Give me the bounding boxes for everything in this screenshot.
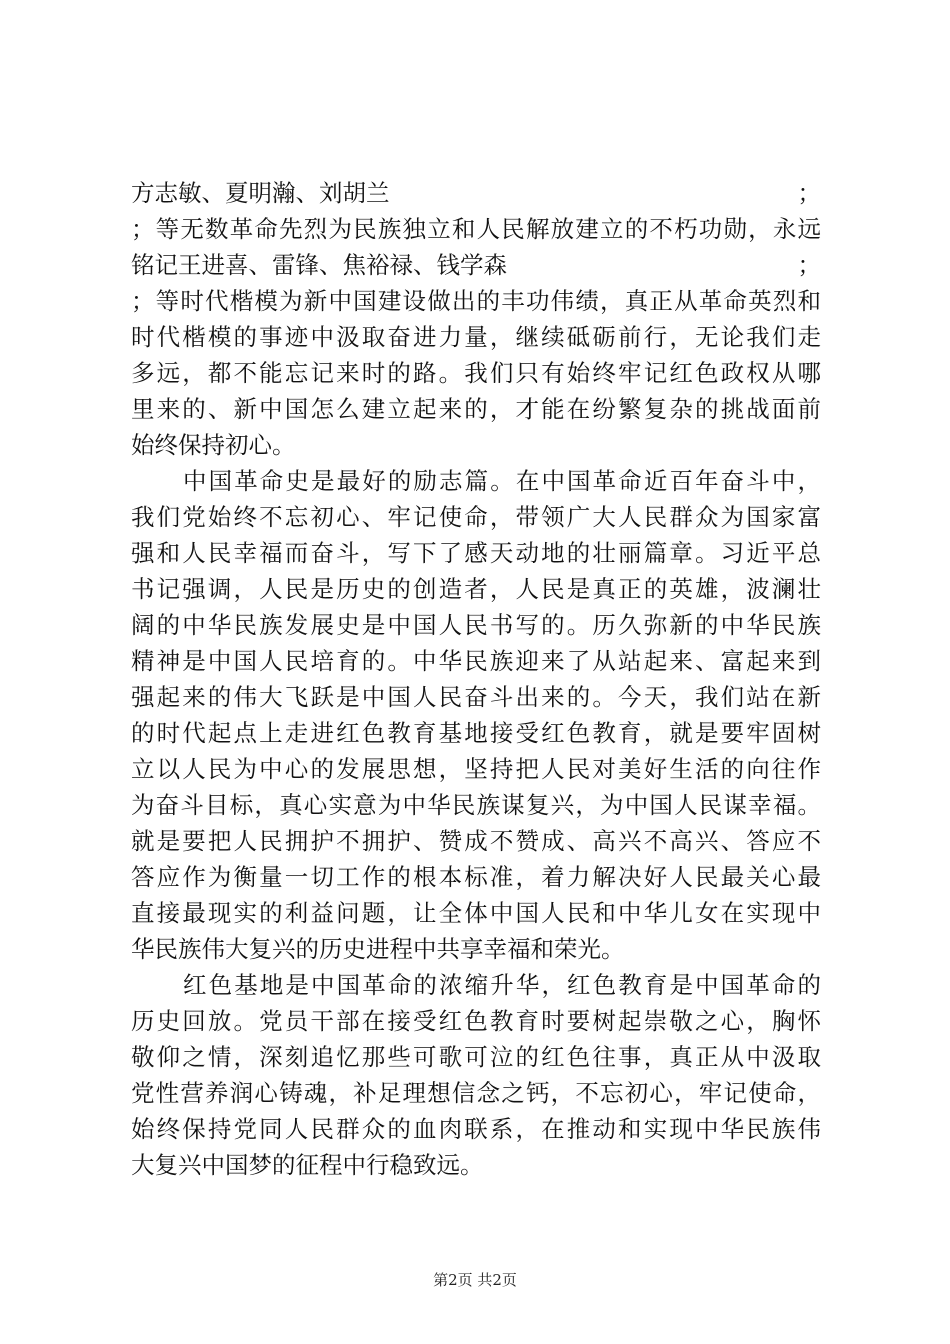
paragraph-first-line: 红色基地是中国革命的浓缩升华，红色教育是中国革命的: [183, 971, 821, 999]
text-line: 立以人民为中心的发展思想，坚持把人民对美好生活的向往作: [131, 755, 821, 783]
text-line: ；等无数革命先烈为民族独立和人民解放建立的不朽功勋，永远: [131, 215, 821, 243]
text-line: 历史回放。党员干部在接受红色教育时要树起崇敬之心，胸怀: [131, 1007, 821, 1035]
text-line: 我们党始终不忘初心、牢记使命，带领广大人民群众为国家富: [131, 503, 821, 531]
text-line: 为奋斗目标，真心实意为中华民族谋复兴，为中国人民谋幸福。: [131, 791, 821, 819]
page-number-footer: 第2页 共2页: [433, 1271, 517, 1289]
text-line: 阔的中华民族发展史是中国人民书写的。历久弥新的中华民族: [131, 611, 821, 639]
text-line: 里来的、新中国怎么建立起来的，才能在纷繁复杂的挑战面前: [131, 395, 821, 423]
text-line: 时代楷模的事迹中汲取奋进力量，继续砥砺前行，无论我们走: [131, 323, 821, 351]
text-line: ；等时代楷模为新中国建设做出的丰功伟绩，真正从革命英烈和: [131, 287, 821, 315]
text-line-right: ；: [797, 179, 821, 207]
text-line: 华民族伟大复兴的历史进程中共享幸福和荣光。: [131, 935, 625, 963]
text-line: 敬仰之情，深刻追忆那些可歌可泣的红色往事，真正从中汲取: [131, 1043, 821, 1071]
paragraph-first-line: 中国革命史是最好的励志篇。在中国革命近百年奋斗中，: [183, 467, 821, 495]
text-line: 的时代起点上走进红色教育基地接受红色教育，就是要牢固树: [131, 719, 821, 747]
text-line: 多远，都不能忘记来时的路。我们只有始终牢记红色政权从哪: [131, 359, 821, 387]
text-line: 始终保持党同人民群众的血肉联系，在推动和实现中华民族伟: [131, 1115, 821, 1143]
text-line-left: 方志敏、夏明瀚、刘胡兰: [131, 179, 390, 207]
text-line: 直接最现实的利益问题，让全体中国人民和中华儿女在实现中: [131, 899, 821, 927]
text-line-left: 铭记王进喜、雷锋、焦裕禄、钱学森: [131, 251, 507, 279]
text-line: [131, 247, 821, 283]
text-line: 书记强调，人民是历史的创造者，人民是真正的英雄，波澜壮: [131, 575, 821, 603]
text-line: 强起来的伟大飞跃是中国人民奋斗出来的。今天，我们站在新: [131, 683, 821, 711]
text-line: [131, 175, 821, 211]
text-line: 大复兴中国梦的征程中行稳致远。: [131, 1151, 484, 1179]
text-line: 始终保持初心。: [131, 431, 296, 459]
text-line-right: ；: [797, 251, 821, 279]
text-line: 答应作为衡量一切工作的根本标准，着力解决好人民最关心最: [131, 863, 821, 891]
text-line: 就是要把人民拥护不拥护、赞成不赞成、高兴不高兴、答应不: [131, 827, 821, 855]
text-line: 强和人民幸福而奋斗，写下了感天动地的壮丽篇章。习近平总: [131, 539, 821, 567]
text-line: 精神是中国人民培育的。中华民族迎来了从站起来、富起来到: [131, 647, 821, 675]
text-line: 党性营养润心铸魂，补足理想信念之钙，不忘初心，牢记使命，: [131, 1079, 821, 1107]
